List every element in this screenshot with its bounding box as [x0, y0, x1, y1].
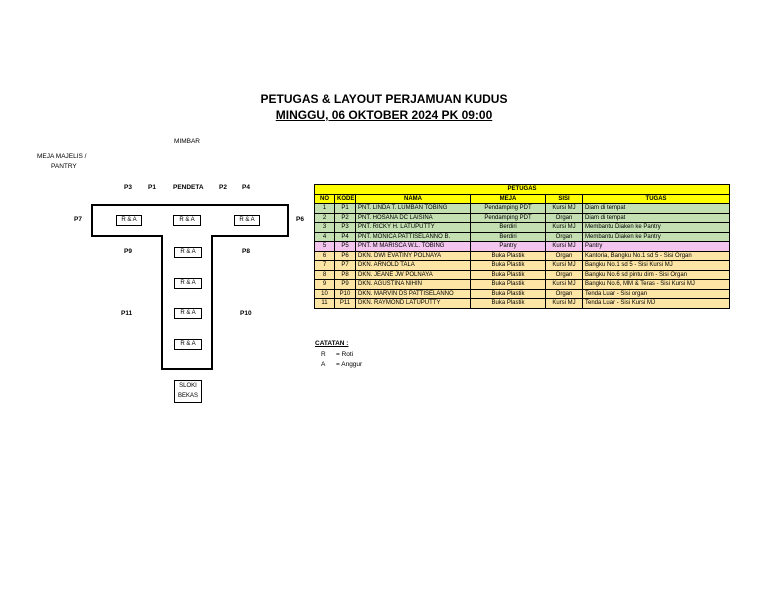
ra-box-stem-1: R & A: [174, 247, 202, 258]
cell-meja: Berdiri: [471, 232, 546, 242]
cell-tugas: Kantoria, Bangku No.1 sd 5 - Sisi Organ: [583, 251, 730, 261]
table-row: [315, 242, 730, 252]
cell-no: 9: [315, 280, 335, 290]
cell-no: 4: [315, 232, 335, 242]
table-row: [315, 289, 730, 299]
cell-tugas: Diam di tempat: [583, 204, 730, 214]
col-sisi: SISI: [546, 194, 583, 204]
cell-no: 1: [315, 204, 335, 214]
cell-nama: PNT. HOSANA DC LAISINA: [356, 213, 471, 223]
cell-meja: Pantry: [471, 242, 546, 252]
cell-sisi: Kursi MJ: [546, 261, 583, 271]
cell-tugas: Tenda Luar - Sisi organ: [583, 289, 730, 299]
cell-meja: Buka Plastik: [471, 289, 546, 299]
cell-nama: DKN. RAYMOND LATUPUTTY: [356, 299, 471, 309]
table-row: [315, 270, 730, 280]
table-row: [315, 251, 730, 261]
table-group-header-row: [315, 185, 730, 195]
cell-no: 11: [315, 299, 335, 309]
cell-kode: P2: [335, 213, 356, 223]
pantry-label: PANTRY: [51, 163, 77, 170]
cell-tugas: Bangku No.1 sd 5 - Sisi Kursi MJ: [583, 261, 730, 271]
cell-sisi: Organ: [546, 289, 583, 299]
note-r-value: = Roti: [336, 351, 354, 358]
meja-majelis-label: MEJA MAJELIS /: [37, 153, 87, 160]
cell-tugas: Membantu Diaken ke Pantry: [583, 232, 730, 242]
table-group-header: PETUGAS: [315, 185, 730, 195]
pos-p7: P7: [74, 216, 82, 223]
cell-no: 10: [315, 289, 335, 299]
cell-nama: PNT. MONICA PATTISELANNO B.: [356, 232, 471, 242]
pos-p6: P6: [296, 216, 304, 223]
cell-kode: P11: [335, 299, 356, 309]
col-nama: NAMA: [356, 194, 471, 204]
col-kode: KODE: [335, 194, 356, 204]
cell-kode: P3: [335, 223, 356, 233]
pos-p8: P8: [242, 248, 250, 255]
ra-box-stem-3: R & A: [174, 308, 202, 319]
cell-sisi: Kursi MJ: [546, 204, 583, 214]
pos-pendeta: PENDETA: [173, 184, 204, 191]
cell-sisi: Organ: [546, 232, 583, 242]
table-row: [315, 232, 730, 242]
table-row: [315, 223, 730, 233]
petugas-table: [314, 184, 730, 309]
cell-meja: Buka Plastik: [471, 280, 546, 290]
cell-no: 5: [315, 242, 335, 252]
ra-box-right: R & A: [234, 215, 260, 226]
pos-p1: P1: [148, 184, 156, 191]
cell-meja: Buka Plastik: [471, 299, 546, 309]
cell-sisi: Kursi MJ: [546, 280, 583, 290]
col-meja: MEJA: [471, 194, 546, 204]
cell-tugas: Membantu Diaken ke Pantry: [583, 223, 730, 233]
cell-no: 8: [315, 270, 335, 280]
pos-p10: P10: [240, 310, 252, 317]
page-subtitle: MINGGU, 06 OKTOBER 2024 PK 09:00: [275, 108, 493, 122]
cell-tugas: Tenda Luar - Sisi Kursi MJ: [583, 299, 730, 309]
table-row: [315, 280, 730, 290]
cell-nama: DKN. MARVIN DS PATTISELANNO: [356, 289, 471, 299]
ra-box-left: R & A: [116, 215, 142, 226]
bekas-label: BEKAS: [177, 393, 198, 399]
cell-sisi: Organ: [546, 213, 583, 223]
cell-kode: P8: [335, 270, 356, 280]
note-a-key: A: [321, 361, 326, 368]
ra-box-stem-4: R & A: [174, 339, 202, 350]
cell-kode: P6: [335, 251, 356, 261]
cell-kode: P10: [335, 289, 356, 299]
cell-sisi: Kursi MJ: [546, 223, 583, 233]
note-r-key: R: [321, 351, 326, 358]
cell-kode: P9: [335, 280, 356, 290]
pos-p2: P2: [219, 184, 227, 191]
cell-meja: Pendamping PDT: [471, 204, 546, 214]
ra-box-stem-2: R & A: [174, 278, 202, 289]
mimbar-label: MIMBAR: [174, 138, 200, 145]
cell-meja: Berdiri: [471, 223, 546, 233]
cell-sisi: Kursi MJ: [546, 299, 583, 309]
cell-meja: Buka Plastik: [471, 261, 546, 271]
table-row: [315, 213, 730, 223]
cell-nama: DKN. JEANE JW POLNAYA: [356, 270, 471, 280]
pos-p9: P9: [124, 248, 132, 255]
table-header-row: [315, 194, 730, 204]
cell-meja: Buka Plastik: [471, 251, 546, 261]
cell-meja: Buka Plastik: [471, 270, 546, 280]
cell-tugas: Pantry: [583, 242, 730, 252]
cell-no: 3: [315, 223, 335, 233]
pos-p3: P3: [124, 184, 132, 191]
cell-tugas: Bangku No.6, MM & Teras - Sisi Kursi MJ: [583, 280, 730, 290]
cell-kode: P1: [335, 204, 356, 214]
table-row: [315, 299, 730, 309]
cell-nama: PNT. LINDA T. LUMBAN TOBING: [356, 204, 471, 214]
cell-sisi: Kursi MJ: [546, 242, 583, 252]
pos-p4: P4: [242, 184, 250, 191]
cell-no: 7: [315, 261, 335, 271]
cell-nama: PNT. RICKY H. LATUPUTTY: [356, 223, 471, 233]
page-title: PETUGAS & LAYOUT PERJAMUAN KUDUS: [260, 92, 508, 106]
ra-box-center: R & A: [173, 215, 201, 226]
cell-no: 6: [315, 251, 335, 261]
cell-nama: PNT. M MARISCA W.L. TOBING: [356, 242, 471, 252]
cell-meja: Pendamping PDT: [471, 213, 546, 223]
pos-p11: P11: [121, 310, 133, 317]
cell-nama: DKN. AGUSTINA NIHIN: [356, 280, 471, 290]
cell-nama: DKN. ARNOLD TALA: [356, 261, 471, 271]
cell-kode: P7: [335, 261, 356, 271]
table-row: [315, 204, 730, 214]
notes-heading: CATATAN :: [315, 340, 349, 347]
sloki-bekas-box: [174, 380, 202, 403]
cell-kode: P4: [335, 232, 356, 242]
cell-tugas: Diam di tempat: [583, 213, 730, 223]
cell-sisi: Organ: [546, 251, 583, 261]
col-no: NO: [315, 194, 335, 204]
cell-sisi: Organ: [546, 270, 583, 280]
sloki-label: SLOKI: [179, 383, 197, 389]
cell-nama: DKN. DWI EVATINY POLNAYA: [356, 251, 471, 261]
col-tugas: TUGAS: [583, 194, 730, 204]
table-row: [315, 261, 730, 271]
cell-tugas: Bangku No.6 sd pintu dim - Sisi Organ: [583, 270, 730, 280]
cell-kode: P5: [335, 242, 356, 252]
cell-no: 2: [315, 213, 335, 223]
note-a-value: = Anggur: [336, 361, 363, 368]
